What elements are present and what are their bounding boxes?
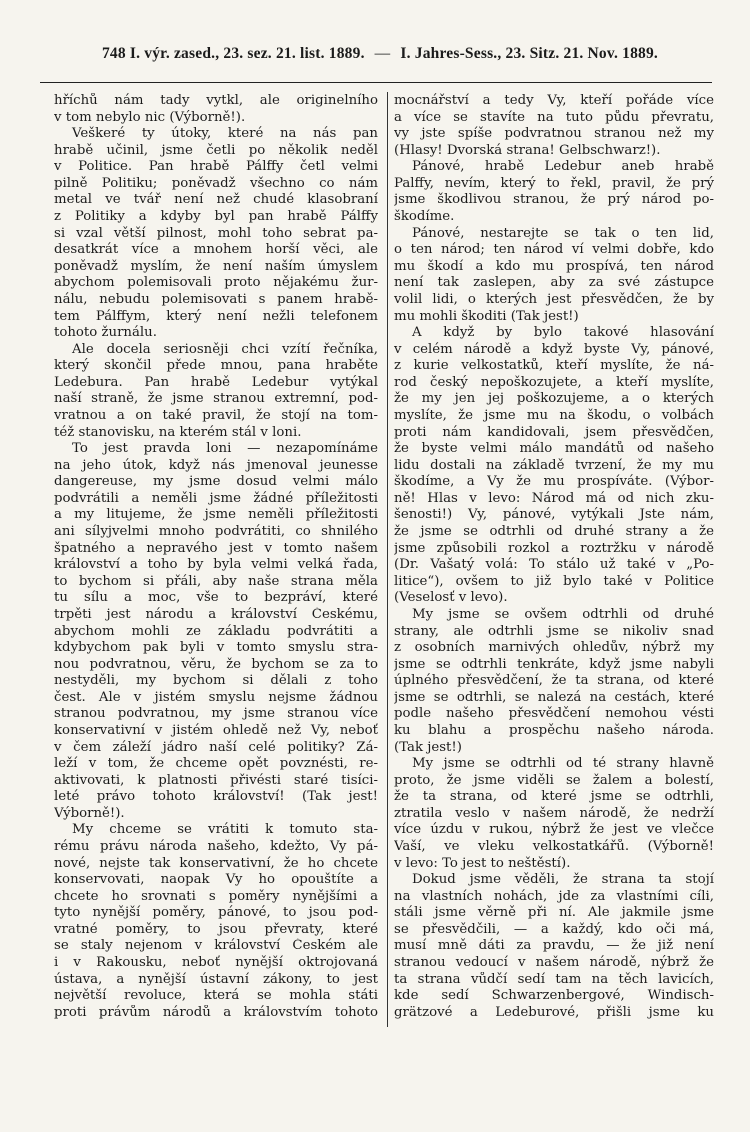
text-line: z kurie velkostatků, kteří myslíte, že ná- — [394, 358, 714, 374]
text-line: ně! Hlas v levo: Národ má od nich zku- — [394, 490, 714, 506]
text-line: se staly nejenom v království Českém ale — [54, 938, 378, 954]
text-line: abychom polemisovali proto nějakému žur- — [54, 275, 378, 291]
text-line: pilně Politiku; poněvadž všechno co nám — [54, 175, 378, 191]
page-header — [40, 40, 720, 68]
text-line: metal ve tvář není než chudé klasobraní — [54, 192, 378, 208]
text-line: jsme se odtrhli, se nalezá na cestách, které — [394, 689, 714, 705]
text-line: poněvadž myslím, že není naším úmyslem — [54, 258, 378, 274]
text-line: v čem záleží jádro naší celé politiky? Zá- — [54, 739, 378, 755]
header-rule — [40, 82, 712, 83]
text-line: jsme způsobili rozkol a roztržku v národě — [394, 540, 714, 556]
text-line: jsme se odtrhli tenkráte, když jsme nabyli — [394, 656, 714, 672]
column-divider — [387, 92, 388, 1027]
text-line: mu škodí a kdo mu prospívá, ten národ — [394, 258, 714, 274]
text-line: mocnářství a tedy Vy, kteří pořáde více — [394, 93, 714, 108]
text-line: ústava, a nynější ústavní zákony, to jest — [54, 971, 378, 987]
text-line: že byste velmi málo mandátů od našeho — [394, 441, 714, 457]
text-line: více úzdu v rukou, nýbrž že jest ve vlečce — [394, 822, 714, 838]
text-line: proto, že jsme viděli se žalem a bolestí, — [394, 772, 714, 788]
text-line: z osobních marnivých ohledův, nýbrž my — [394, 640, 714, 656]
text-line: My chceme se vrátiti k tomuto sta- — [72, 822, 378, 838]
text-line: trpěti jest národu a království Českému, — [54, 606, 378, 622]
text-line: kdybychom pak byli v tomto smyslu stra- — [54, 640, 378, 656]
text-line: že jsme se odtrhli od druhé strany a že — [394, 524, 714, 540]
text-line: hrabě učinil, jsme četli po několik neděl — [54, 142, 378, 158]
text-line: nové, nejste tak konservativní, že ho chcete — [54, 855, 378, 871]
text-line: si vzal větší pilnost, mohl toho sebrat pa- — [54, 225, 378, 241]
text-line: škodíme. — [394, 209, 455, 225]
text-line: leží v tom, že chceme opět povznésti, re- — [54, 756, 378, 772]
text-line: nestyděli, my bychom si dělali z toho — [54, 673, 378, 689]
text-line: hříchů nám tady vytkl, ale originelního — [54, 93, 378, 108]
text-line: stranou vedoucí v našem národě, nýbrž že — [394, 955, 714, 971]
text-line: to bychom si přáli, aby naše strana měla — [54, 573, 378, 589]
text-line: v Politice. Pan hrabě Pálffy četl velmi — [54, 159, 378, 175]
text-line: grätzové a Ledeburové, přišli jsme ku — [394, 1004, 714, 1020]
text-line: dangereuse, my jsme dosud velmi málo — [54, 474, 378, 490]
text-line: desatkrát více a mnohem horší věci, ale — [54, 242, 378, 258]
text-line: My jsme se odtrhli od té strany hlavně — [412, 756, 714, 772]
header-czech: 748 I. výr. zased., 23. sez. 21. list. 1889. — [101, 45, 365, 62]
text-line: Palffy, nevím, který to řekl, pravil, že prý — [394, 175, 714, 191]
text-line: myslíte, že jsme mu na škodu, o volbách — [394, 407, 714, 423]
text-line: ztratila veslo v našem národě, že nedrží — [394, 805, 714, 821]
text-line: že ta strana, od které jsme se odtrhli, — [394, 789, 714, 805]
text-line: rod český nepoškozujete, a kteří myslíte, — [394, 374, 714, 390]
text-line: škodíme, a Vy že mu prospíváte. (Výbor- — [394, 474, 714, 490]
text-line: (Hlasy! Dvorská strana! Gelbschwarz!). — [394, 142, 661, 158]
text-line: se přesvědčili, — a každý, kdo oči má, — [394, 921, 714, 937]
text-line: (Tak jest!) — [394, 739, 462, 755]
text-line: a my litujeme, že jsme neměli příležitosti — [54, 507, 378, 523]
text-line: lidu dostali na základě tvrzení, že my mu — [394, 457, 714, 473]
text-line: jsme škodlivou stranou, že prý národ po- — [394, 192, 714, 208]
text-line: v tom nebylo nic (Výborně!). — [54, 109, 246, 125]
header-german: I. Jahres-Sess., 23. Sitz. 21. Nov. 1889. — [400, 45, 659, 62]
text-line: i v Rakousku, neboť nynější oktrojovaná — [54, 955, 378, 971]
text-line: aktivovati, k platnosti přivésti staré tisíci- — [54, 772, 378, 788]
text-line: chcete ho srovnati s poměry nynějšími a — [54, 888, 378, 904]
text-line: též stanovisku, na kterém stál v loni. — [54, 424, 302, 440]
text-line: konservativní v jistém ohledě než Vy, neboť — [54, 722, 378, 738]
text-line: To jest pravda loni — nezapomínáme — [72, 441, 378, 457]
text-line: Výborně!). — [54, 805, 125, 821]
text-line: ku blahu a prospěchu našeho národa. — [394, 722, 714, 738]
right-column — [394, 93, 714, 1021]
text-line: A když by bylo takové hlasování — [412, 325, 714, 341]
text-line: vratnou a on také pravil, že stojí na tom- — [54, 407, 378, 423]
text-line: vy jste spíše podvratnou stranou než my — [394, 126, 714, 142]
text-line: kde sedí Schwarzenbergové, Windisch- — [394, 988, 714, 1004]
text-line: konservovati, naopak Vy ho opouštíte a — [54, 872, 378, 888]
text-line: musí mně dáti za pravdu, — že již není — [394, 938, 714, 954]
text-line: který skončil přede mnou, pana hraběte — [54, 358, 378, 374]
text-line: a více se stavíte na tuto půdu převratu, — [394, 109, 714, 125]
text-line: Veškeré ty útoky, které na nás pan — [72, 126, 378, 142]
text-line: nou podvratnou, věru, že bychom se za to — [54, 656, 378, 672]
text-line: Pánové, hrabě Ledebur aneb hrabě — [412, 159, 714, 175]
text-line: o ten národ; ten národ ví velmi dobře, kdo — [394, 242, 714, 258]
text-line: království a toho by byla velmi velká řada, — [54, 557, 378, 573]
text-line: vratné poměry, to jsou převraty, které — [54, 921, 378, 937]
text-line: mu mohli škoditi (Tak jest!) — [394, 308, 579, 324]
text-line: v levo: To jest to neštěstí). — [394, 855, 571, 871]
text-line: v celém národě a když byste Vy, pánové, — [394, 341, 714, 357]
text-line: proti právům národů a královstvím tohoto — [54, 1004, 378, 1020]
text-line: Pánové, nestarejte se tak o ten lid, — [412, 225, 714, 241]
text-line: naší straně, že jsme stranou extremní, pod- — [54, 391, 378, 407]
text-line: (Veselosť v levo). — [394, 590, 508, 606]
text-line: špatného a nepravého jest v tomto našem — [54, 540, 378, 556]
text-line: podle našeho přesvědčení nemohou vésti — [394, 706, 714, 722]
text-line: strany, ale odtrhli jsme se nikoliv snad — [394, 623, 714, 639]
text-line: úplného přesvědčení, že ta strana, od které — [394, 673, 714, 689]
text-line: My jsme se ovšem odtrhli od druhé — [412, 606, 714, 622]
text-line: na jeho útok, když nás jmenoval jeunesse — [54, 457, 378, 473]
text-line: litice“), ovšem to již bylo také v Politice — [394, 573, 714, 589]
text-line: největší revoluce, která se mohla státi — [54, 988, 378, 1004]
text-line: tem Pálffym, který není nežli telefonem — [54, 308, 378, 324]
text-line: nálu, nebudu polemisovati s panem hrabě- — [54, 291, 378, 307]
text-line: na vlastních nohách, jde za vlastními cíli, — [394, 888, 714, 904]
text-line: (Dr. Vašatý volá: To stálo už také v „Po- — [394, 557, 714, 573]
text-line: není tak zaslepen, aby za své zástupce — [394, 275, 714, 291]
text-line: proti nám kandidovali, jsem přesvědčen, — [394, 424, 714, 440]
text-line: z Politiky a kdyby byl pan hrabě Pálffy — [54, 209, 378, 225]
text-line: stranou podvratnou, my jsme stranou více — [54, 706, 378, 722]
text-line: čest. Ale v jistém smyslu nejsme žádnou — [54, 689, 378, 705]
text-line: podvrátili a neměli jsme žádné příležitosti — [54, 490, 378, 506]
text-line: ani sílyjvelmi mnoho podvrátiti, co shnilého — [54, 524, 378, 540]
text-line: Ledebura. Pan hrabě Ledebur vytýkal — [54, 374, 378, 390]
text-line: tyto nynější poměry, pánové, to jsou pod- — [54, 905, 378, 921]
text-line: stáli jsme věrně při ní. Ale jakmile jsme — [394, 905, 714, 921]
text-line: leté právo tohoto království! (Tak jest! — [54, 789, 378, 805]
text-line: tohoto žurnálu. — [54, 325, 157, 341]
left-column — [54, 93, 378, 1021]
text-line: volil lidi, o kterých jest přesvědčen, že by — [394, 291, 714, 307]
text-line: šenosti!) Vy, pánové, vytýkali Jste nám, — [394, 507, 714, 523]
text-line: abychom mohli ze základu podvrátiti a — [54, 623, 378, 639]
text-line: že my jen jej poškozujeme, a o kterých — [394, 391, 714, 407]
text-line: rému právu národa našeho, kdežto, Vy pá- — [54, 839, 378, 855]
text-line: tu sílu a moc, vše to bezpráví, které — [54, 590, 378, 606]
text-line: Vaší, ve vleku velkostatkářů. (Výborně! — [394, 839, 714, 855]
header-separator: — — [374, 45, 391, 62]
text-line: Ale docela seriosněji chci vzítí řečníka, — [72, 341, 378, 357]
text-line: ta strana vůdčí sedí tam na těch lavicích, — [394, 971, 714, 987]
text-line: Dokud jsme věděli, že strana ta stojí — [412, 872, 714, 888]
